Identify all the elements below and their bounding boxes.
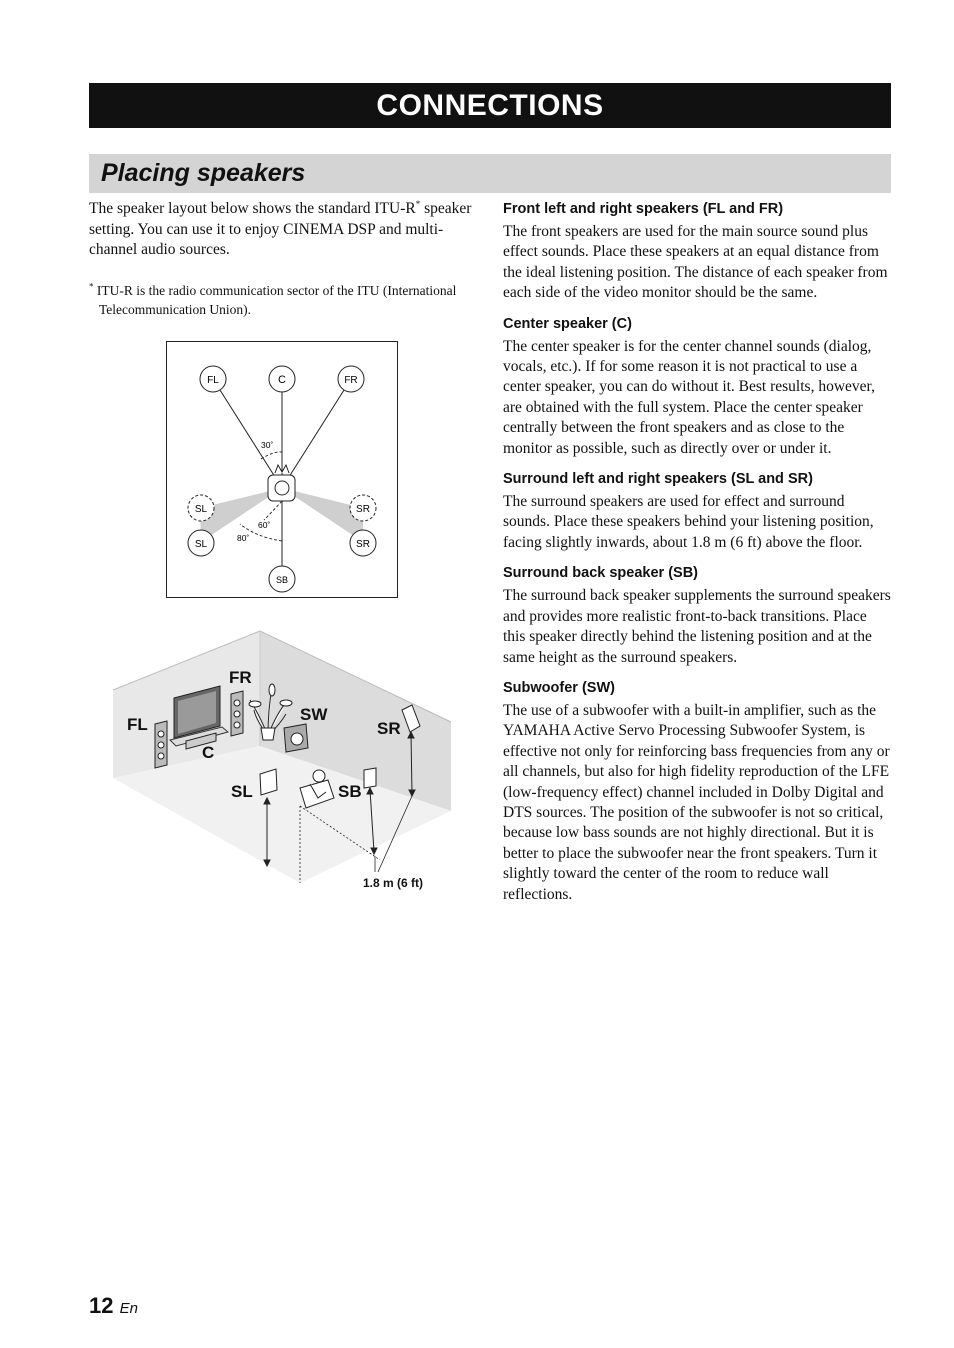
- intro-paragraph: [89, 199, 481, 261]
- speaker-sl-icon: [260, 769, 277, 795]
- footnote-marker: *: [415, 198, 421, 209]
- page-title: CONNECTIONS: [89, 83, 891, 128]
- footnote-text: ITU-R is the radio communication sector of the ITU (International Telecommunication Union).: [93, 283, 457, 317]
- section-body: The front speakers are used for the main source sound plus effect sounds. Place these speakers at an equal distance from the ideal listening position. The distance of each speaker from each side of the video monitor should be the same.: [503, 223, 888, 302]
- room-label-fl: FL: [127, 715, 148, 734]
- speaker-sr-lower: [350, 530, 376, 556]
- speaker-sr-upper: [350, 495, 376, 521]
- speaker-sb-icon: [364, 768, 376, 788]
- section-heading: Surround back speaker (SB): [503, 565, 698, 582]
- subwoofer-icon: [284, 724, 308, 752]
- speaker-fr-label: FR: [344, 375, 358, 386]
- section-heading: Center speaker (C): [503, 315, 632, 332]
- speaker-c-label: C: [278, 374, 286, 386]
- footnote: [89, 281, 491, 319]
- page-number-value: 12: [89, 1293, 114, 1318]
- section-body: The surround back speaker supplements the surround speakers and provides more realistic front-to-back transitions. Place this speaker directly behind the listening position and at the same height as the surround speakers.: [503, 587, 891, 666]
- page-number: [89, 1293, 138, 1319]
- section-body: The center speaker is for the center channel sounds (dialog, vocals, etc.). If for some reason it is not practical to use a center speaker, you can do without it. Best results, however, are obtained with the full system. Place the center speaker centrally between the front speakers and as close to the monitor as possible, such as directly over or under it.: [503, 337, 875, 457]
- speaker-sl-label: SL: [194, 504, 208, 515]
- angle-60-label: 60˚: [258, 520, 271, 530]
- room-label-sr: SR: [377, 719, 401, 738]
- section-heading: Surround left and right speakers (SL and SR): [503, 471, 813, 488]
- angle-30-label: 30˚: [261, 440, 274, 450]
- section-body: The use of a subwoofer with a built-in amplifier, such as the YAMAHA Active Servo Processing Subwoofer System, is effective not only for reinforcing bass frequencies from any or all channels, but also for high fidelity reproduction of the LFE (low-frequency effect) channel included in Dolby Digital and DTS sources. The position of the subwoofer is not so critical, because low bass sounds are not highly directional. But it is better to place the subwoofer near the front speakers. Turn it slightly toward the center of the room to reduce wall reflections.: [503, 701, 890, 903]
- speaker-sl-upper: [188, 495, 214, 521]
- speaker-fl-label: FL: [207, 375, 219, 386]
- intro-text: The speaker layout below shows the standard ITU-R: [89, 200, 416, 217]
- room-label-c: C: [202, 743, 215, 762]
- speaker-sl-lower: [188, 530, 214, 556]
- section-heading: Subwoofer (SW): [503, 679, 615, 696]
- room-speaker-placement-illustration: [110, 628, 456, 890]
- speaker-descriptions: [503, 199, 891, 915]
- section-title: Placing speakers: [101, 159, 306, 187]
- room-label-sl: SL: [231, 782, 253, 801]
- height-label: 1.8 m (6 ft): [363, 876, 424, 890]
- section-heading: Front left and right speakers (FL and FR): [503, 201, 784, 217]
- angle-80-label: 80˚: [237, 533, 250, 543]
- section-header: [89, 154, 891, 193]
- intro-text-continued: speaker setting. You can use it to enjoy CINEMA DSP and multi-channel audio sources.: [89, 200, 472, 258]
- speaker-sl-label: SL: [194, 539, 208, 550]
- room-label-sw: SW: [300, 705, 328, 724]
- speaker-fr: [338, 366, 364, 392]
- room-label-fr: FR: [229, 668, 252, 687]
- speaker-sb-label: SB: [275, 575, 289, 585]
- speaker-fl: [200, 366, 226, 392]
- speaker-fl-icon: [155, 721, 167, 768]
- speaker-sr-label: SR: [356, 539, 370, 550]
- room-label-sb: SB: [338, 782, 362, 801]
- speaker-fr-icon: [231, 691, 243, 736]
- footnote-marker: *: [89, 281, 94, 292]
- speaker-sb: [269, 566, 295, 592]
- speaker-c: [269, 366, 295, 392]
- section-body: The surround speakers are used for effect and surround sounds. Place these speakers behind your listening position, facing slightly inwards, about 1.8 m (6 ft) above the floor.: [503, 493, 874, 551]
- speaker-sr-label: SR: [356, 504, 370, 515]
- itu-speaker-layout-diagram: [166, 341, 399, 599]
- language-code: En: [119, 1300, 138, 1317]
